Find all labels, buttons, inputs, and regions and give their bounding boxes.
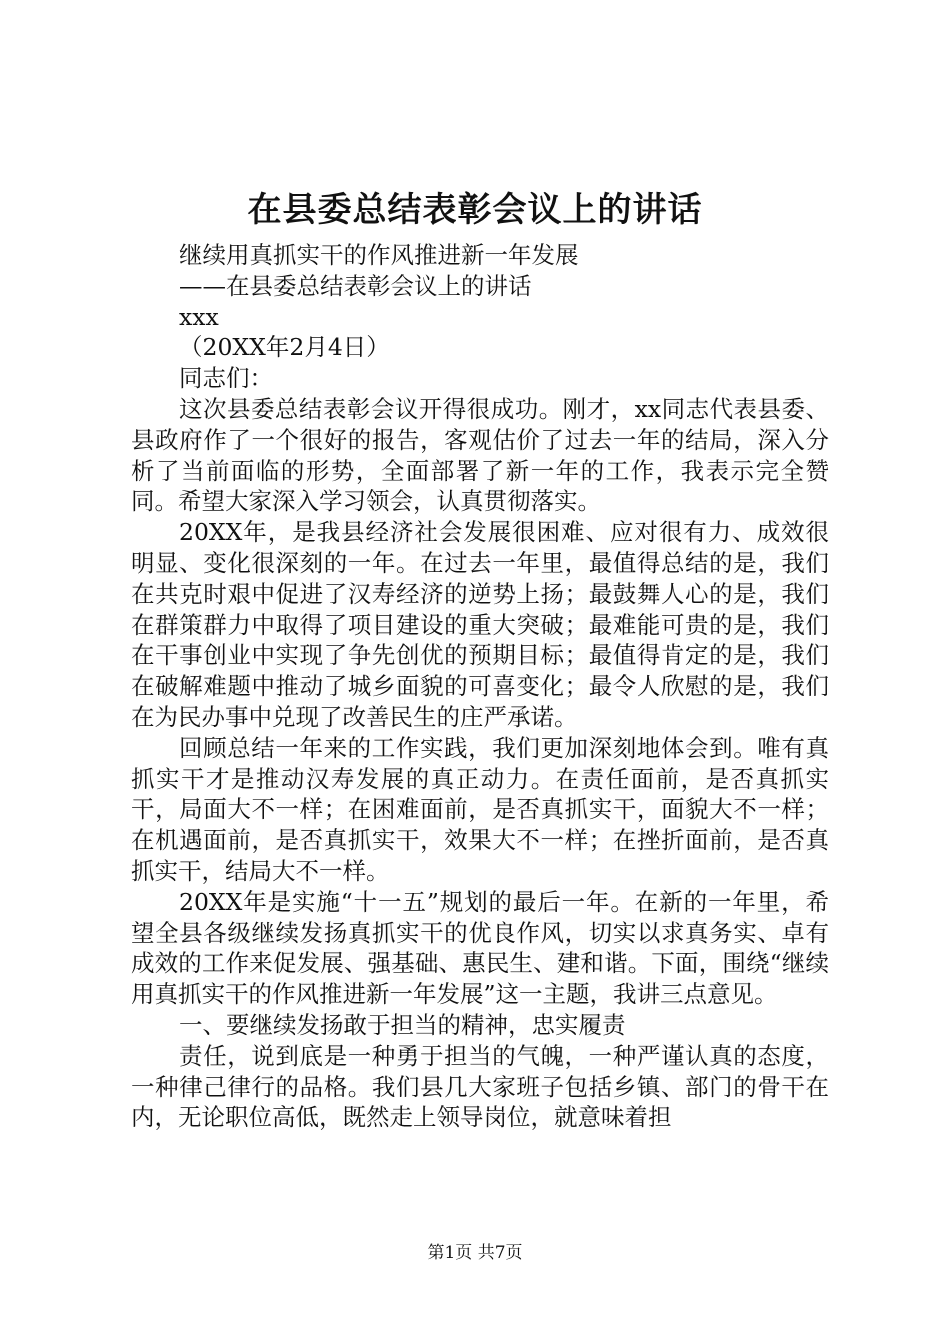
document-title: 在县委总结表彰会议上的讲话 <box>247 190 703 230</box>
section-heading-1: 一、要继续发扬敢于担当的精神，忠实履责 <box>179 1010 626 1039</box>
paragraph-3: 回顾总结一年来的工作实践，我们更加深刻地体会到。唯有真抓实干才是推动汉寿发展的真正动力。在责任面前，是否真抓实干，局面大不一样；在困难面前，是否真抓实干，面貌大不一样；在机遇面前，是否真抓实干，效果大不一样；在挫折面前，是否真抓实干，结局大不一样。 <box>131 733 829 885</box>
subtitle-secondary: ——在县委总结表彰会议上的讲话 <box>179 271 532 300</box>
subtitle: 继续用真抓实干的作风推进新一年发展 <box>179 241 579 269</box>
salutation: 同志们： <box>179 364 273 393</box>
paragraph-1: 这次县委总结表彰会议开得很成功。刚才，xx同志代表县委、县政府作了一个很好的报告，客观估价了过去一年的结局，深入分析了当前面临的形势，全面部署了新一年的工作，我表示完全赞同。希望大家深入学习领会，认真贯彻落实。 <box>131 394 829 516</box>
page-number-footer: 第1页 共7页 <box>427 1243 523 1263</box>
speech-date: （20XX年2月4日） <box>179 333 390 362</box>
paragraph-5: 责任，说到底是一种勇于担当的气魄，一种严谨认真的态度，一种律己律行的品格。我们县几大家班子包括乡镇、部门的骨干在内，无论职位高低，既然走上领导岗位，就意味着担 <box>131 1041 829 1132</box>
speaker-name: xxx <box>179 302 219 331</box>
paragraph-4: 20XX年是实施“十一五”规划的最后一年。在新的一年里，希望全县各级继续发扬真抓实干的优良作风，切实以求真务实、卓有成效的工作来促发展、强基础、惠民生、建和谐。下面，围绕“继续用真抓实干的作风推进新一年发展”这一主题，我讲三点意见。 <box>131 887 829 1009</box>
paragraph-2: 20XX年，是我县经济社会发展很困难、应对很有力、成效很明显、变化很深刻的一年。在过去一年里，最值得总结的是，我们在共克时艰中促进了汉寿经济的逆势上扬；最鼓舞人心的是，我们在群策群力中取得了项目建设的重大突破；最难能可贵的是，我们在干事创业中实现了争先创优的预期目标；最值得肯定的是，我们在破解难题中推动了城乡面貌的可喜变化；最令人欣慰的是，我们在为民办事中兑现了改善民生的庄严承诺。 <box>131 518 829 731</box>
document-body <box>131 240 829 1133</box>
